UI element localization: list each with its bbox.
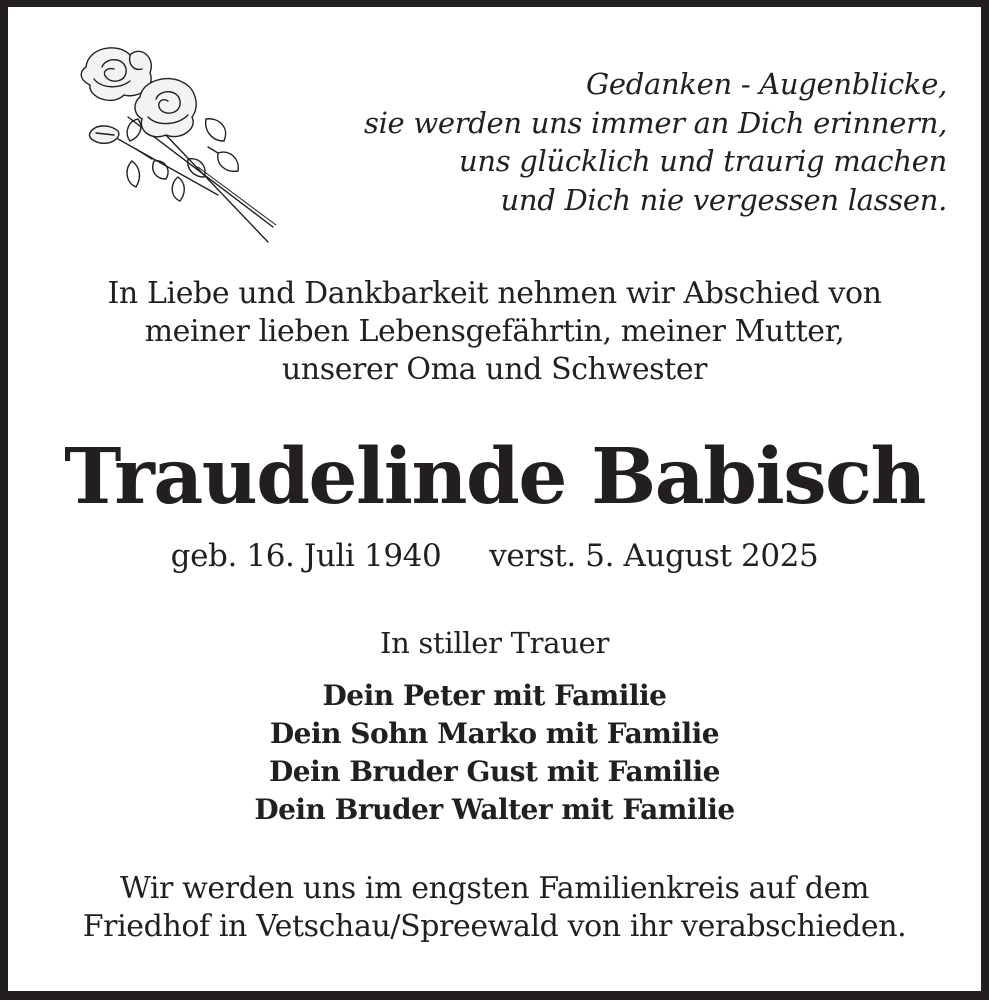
closing-line: Friedhof in Vetschau/Spreewald von ihr verabschieden. (82, 909, 907, 944)
death-date: verst. 5. August 2025 (489, 538, 819, 574)
intro-line: meiner lieben Lebensgefährtin, meiner Mutter, (144, 314, 845, 349)
birth-date: geb. 16. Juli 1940 (170, 538, 442, 574)
roses-illustration-icon (68, 37, 283, 252)
funeral-note (8, 870, 981, 946)
mourner: Dein Bruder Gust mit Familie (268, 755, 720, 788)
memorial-poem (364, 65, 947, 219)
poem-line: sie werden uns immer an Dich erinnern, (363, 105, 947, 140)
poem-line: Gedanken - Augenblicke, (586, 67, 947, 101)
mourner: Dein Bruder Walter mit Familie (254, 793, 735, 826)
obituary-notice (8, 7, 981, 991)
poem-line: uns glücklich und traurig machen (459, 144, 947, 178)
mourning-label: In stiller Trauer (379, 626, 610, 660)
farewell-intro (8, 275, 981, 389)
mourners-list (8, 677, 981, 829)
life-dates (8, 536, 981, 576)
mourner: Dein Peter mit Familie (322, 679, 667, 712)
intro-line: In Liebe und Dankbarkeit nehmen wir Abschied von (107, 276, 882, 311)
poem-line: und Dich nie vergessen lassen. (500, 182, 947, 217)
intro-line: unserer Oma und Schwester (281, 352, 708, 387)
mourner: Dein Sohn Marko mit Familie (269, 717, 720, 750)
deceased-name: Traudelinde Babisch (64, 432, 925, 522)
closing-line: Wir werden uns im engsten Familienkreis auf dem (119, 871, 870, 906)
